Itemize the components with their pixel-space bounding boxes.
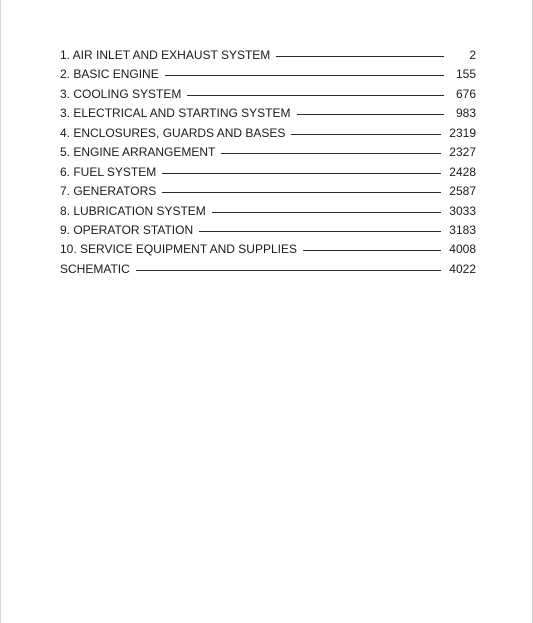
toc-entry[interactable] [60,165,476,184]
toc-entry[interactable] [60,48,476,67]
toc-leader-line [297,114,445,115]
toc-entry-page: 4022 [449,261,476,276]
toc-leader-line [221,153,441,154]
toc-entry[interactable] [60,145,476,164]
toc-entry-page: 2319 [449,125,476,140]
toc-entry-title: SCHEMATIC [60,261,130,276]
toc-leader-line [291,134,441,135]
toc-entry-title: 7. GENERATORS [60,184,157,199]
toc-entry-title: 10. SERVICE EQUIPMENT AND SUPPLIES [60,242,297,257]
toc-leader-line [276,56,444,57]
toc-entry-page: 2 [469,48,476,62]
toc-leader-line [212,212,441,213]
toc-entry[interactable] [60,126,476,145]
toc-entry-title: 5. ENGINE ARRANGEMENT [60,145,216,160]
toc-entry[interactable] [60,87,476,106]
toc-entry-page: 2587 [449,184,476,199]
toc-leader-line [187,95,444,96]
toc-entry-title: 9. OPERATOR STATION [60,222,194,237]
toc-leader-line [303,250,441,251]
toc-entry-page: 3183 [449,222,476,237]
toc-entry-page: 2428 [449,164,476,179]
toc-entry-page: 4008 [449,242,476,257]
toc-entry[interactable] [60,106,476,125]
toc-entry-title: 3. COOLING SYSTEM [60,86,182,101]
toc-entry-page: 3033 [449,203,476,218]
toc-entry[interactable] [60,223,476,242]
toc-entry-title: 6. FUEL SYSTEM [60,164,157,179]
toc-entry[interactable] [60,242,476,261]
toc-entry[interactable] [60,262,476,281]
toc-entry-title: 3. ELECTRICAL AND STARTING SYSTEM [60,106,291,121]
toc-entry[interactable] [60,67,476,86]
toc-leader-line [162,192,441,193]
toc-entry-title: 1. AIR INLET AND EXHAUST SYSTEM [60,48,271,62]
toc-entry-page: 676 [455,86,476,101]
toc-leader-line [162,173,441,174]
toc-leader-line [199,231,441,232]
table-of-contents [60,48,476,281]
toc-entry-page: 155 [455,67,476,82]
toc-leader-line [165,75,444,76]
toc-entry[interactable] [60,184,476,203]
toc-entry-page: 2327 [449,145,476,160]
toc-entry-title: 2. BASIC ENGINE [60,67,159,82]
toc-leader-line [136,270,442,271]
toc-entry-page: 983 [455,106,476,121]
toc-entry-title: 4. ENCLOSURES, GUARDS AND BASES [60,125,286,140]
toc-entry-title: 8. LUBRICATION SYSTEM [60,203,206,218]
toc-entry[interactable] [60,204,476,223]
